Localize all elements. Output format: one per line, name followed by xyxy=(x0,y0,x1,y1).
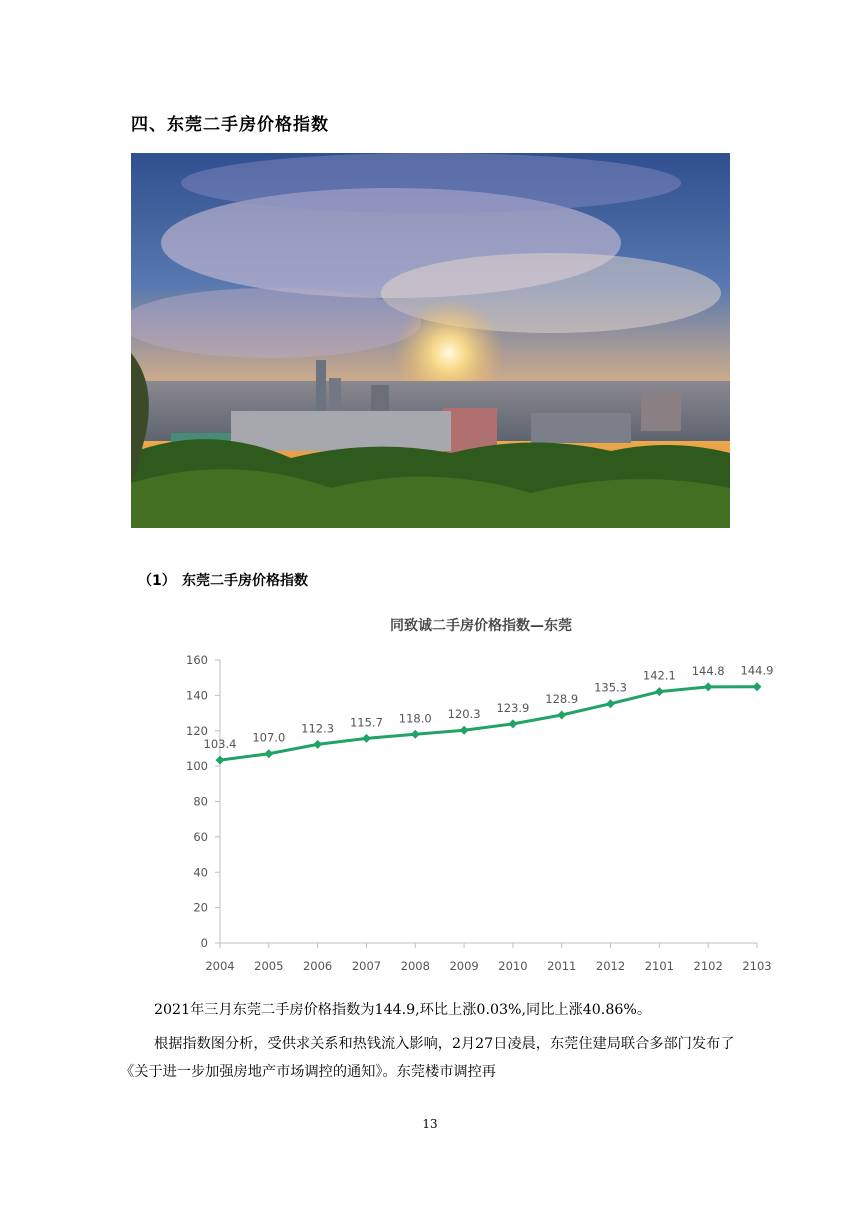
chart-title: 同致诚二手房价格指数—东莞 xyxy=(390,618,572,634)
page-number: 13 xyxy=(422,1117,438,1131)
subsection-heading xyxy=(138,570,308,590)
x-tick-label: 2103 xyxy=(742,959,772,973)
data-point-marker xyxy=(753,682,762,691)
y-tick-label: 0 xyxy=(200,936,208,950)
city-skyline-photo xyxy=(131,153,730,528)
x-tick-label: 2011 xyxy=(547,959,577,973)
data-label: 120.3 xyxy=(447,707,481,722)
data-label: 115.7 xyxy=(349,715,383,730)
data-label: 107.0 xyxy=(252,730,286,745)
data-point-marker xyxy=(411,730,420,739)
data-label: 112.3 xyxy=(301,721,335,736)
x-tick-label: 2007 xyxy=(351,959,382,973)
data-point-marker xyxy=(460,726,469,735)
x-tick-label: 2009 xyxy=(449,959,479,973)
data-point-marker xyxy=(606,699,615,708)
price-index-chart xyxy=(170,605,780,985)
data-point-marker xyxy=(362,734,371,743)
x-tick-label: 2004 xyxy=(205,959,235,973)
paragraph-analysis: 根据指数图分析，受供求关系和热钱流入影响，2月27日凌晨，东莞住建局联合多部门发布了《关于进一步加强房地产市场调控的通知》。东莞楼市调控再 xyxy=(120,1036,735,1080)
y-tick-label: 20 xyxy=(193,900,208,915)
x-tick-label: 2008 xyxy=(400,959,430,973)
data-point-marker xyxy=(557,711,566,720)
data-point-marker xyxy=(216,756,225,765)
x-tick-label: 2102 xyxy=(693,959,723,973)
y-tick-label: 80 xyxy=(193,794,208,809)
data-label: 135.3 xyxy=(594,680,628,695)
y-tick-label: 60 xyxy=(193,829,208,844)
data-label: 142.1 xyxy=(642,668,676,683)
data-point-marker xyxy=(655,687,664,696)
data-label: 118.0 xyxy=(398,711,432,726)
data-point-marker xyxy=(264,749,273,758)
x-tick-label: 2006 xyxy=(302,959,333,973)
subsection-title: 东莞二手房价格指数 xyxy=(182,573,308,589)
data-label: 128.9 xyxy=(545,692,579,707)
subsection-number: （1） xyxy=(138,573,176,589)
y-tick-label: 140 xyxy=(186,688,208,703)
data-label: 144.8 xyxy=(691,663,725,678)
x-tick-label: 2012 xyxy=(595,959,626,973)
data-label: 144.9 xyxy=(740,663,774,678)
y-tick-label: 100 xyxy=(186,759,208,774)
x-tick-label: 2101 xyxy=(644,959,675,973)
x-tick-label: 2005 xyxy=(254,959,284,973)
y-tick-label: 120 xyxy=(186,723,208,738)
y-tick-label: 160 xyxy=(186,653,208,667)
data-point-marker xyxy=(313,740,322,749)
data-label: 123.9 xyxy=(496,700,530,715)
section-heading: 四、东莞二手房价格指数 xyxy=(131,115,329,135)
data-point-marker xyxy=(704,682,713,691)
data-label: 103.4 xyxy=(203,737,237,752)
x-tick-label: 2010 xyxy=(498,959,528,973)
paragraph-summary: 2021年三月东莞二手房价格指数为144.9,环比上涨0.03%,同比上涨40.86%。 xyxy=(154,1002,652,1018)
data-point-marker xyxy=(508,719,517,728)
y-tick-label: 40 xyxy=(193,865,208,880)
